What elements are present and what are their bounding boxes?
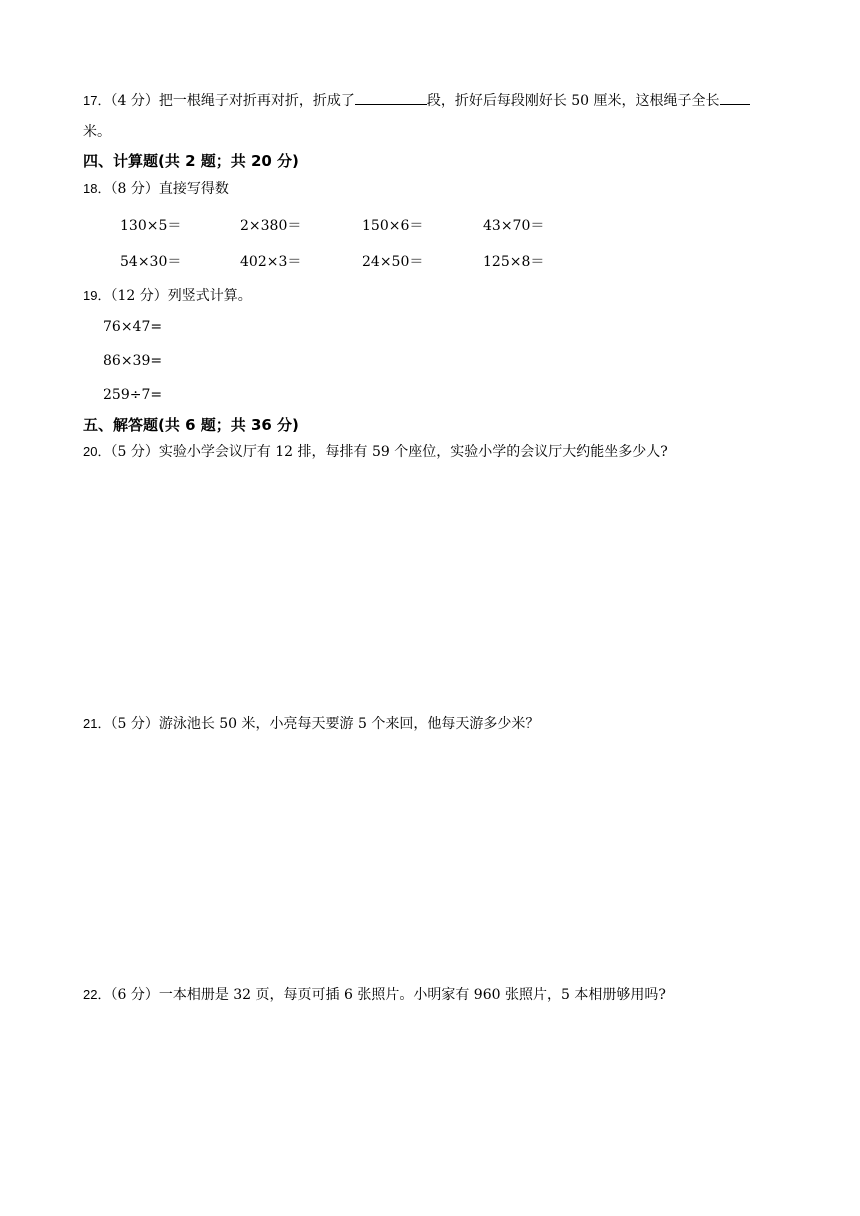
question-text: 列竖式计算。 (167, 288, 252, 304)
calc-item: 76×47= (103, 319, 163, 335)
question-18 (83, 179, 229, 199)
question-number: 22． (83, 987, 111, 1002)
section-heading: 四、计算题(共 2 题；共 20 分) (83, 152, 299, 170)
question-number: 20． (83, 444, 111, 459)
answer-blank[interactable] (355, 89, 427, 105)
calc-item: 54×30＝ (120, 254, 182, 270)
question-20 (83, 442, 668, 462)
question-21 (83, 714, 539, 734)
question-text: 实验小学会议厅有 12 排，每排有 59 个座位，实验小学的会议厅大约能坐多少人? (158, 444, 668, 460)
question-points: （4 分） (110, 93, 159, 109)
calc-item: 402×3＝ (240, 254, 302, 270)
answer-area[interactable] (83, 1013, 813, 1203)
question-text: 米。 (83, 124, 111, 140)
question-points: （6 分） (110, 987, 159, 1003)
calc-item: 2×380＝ (240, 218, 302, 234)
calc-item: 125×8＝ (483, 254, 545, 270)
calc-item: 130×5＝ (120, 218, 182, 234)
answer-area[interactable] (83, 470, 813, 700)
question-number: 21． (83, 716, 111, 731)
question-points: （5 分） (110, 444, 159, 460)
calc-item: 259÷7= (103, 387, 163, 403)
calc-item: 86×39= (103, 353, 163, 369)
answer-blank[interactable] (720, 89, 750, 105)
calc-item: 24×50＝ (362, 254, 424, 270)
calc-item: 150×6＝ (362, 218, 424, 234)
question-text: 一本相册是 32 页，每页可插 6 张照片。小明家有 960 张照片，5 本相册够用吗? (158, 987, 666, 1003)
question-17 (83, 89, 750, 111)
question-points: （12 分） (110, 288, 168, 304)
question-text: 游泳池长 50 米，小亮每天要游 5 个来回，他每天游多少米？ (158, 716, 540, 732)
question-points: （5 分） (110, 716, 159, 732)
question-17-continuation (83, 122, 111, 142)
question-19 (83, 286, 252, 306)
question-points: （8 分） (110, 181, 159, 197)
question-number: 18． (83, 181, 111, 196)
question-text: 直接写得数 (158, 181, 229, 197)
question-number: 19． (83, 288, 111, 303)
calc-item: 43×70＝ (483, 218, 545, 234)
question-22 (83, 985, 666, 1005)
question-text: 把一根绳子对折再对折，折成了 (158, 93, 355, 109)
section-heading: 五、解答题(共 6 题；共 36 分) (83, 416, 299, 434)
question-number: 17． (83, 93, 111, 108)
answer-area[interactable] (83, 742, 813, 972)
question-text: 段，折好后每段刚好长 50 厘米，这根绳子全长 (426, 93, 720, 109)
